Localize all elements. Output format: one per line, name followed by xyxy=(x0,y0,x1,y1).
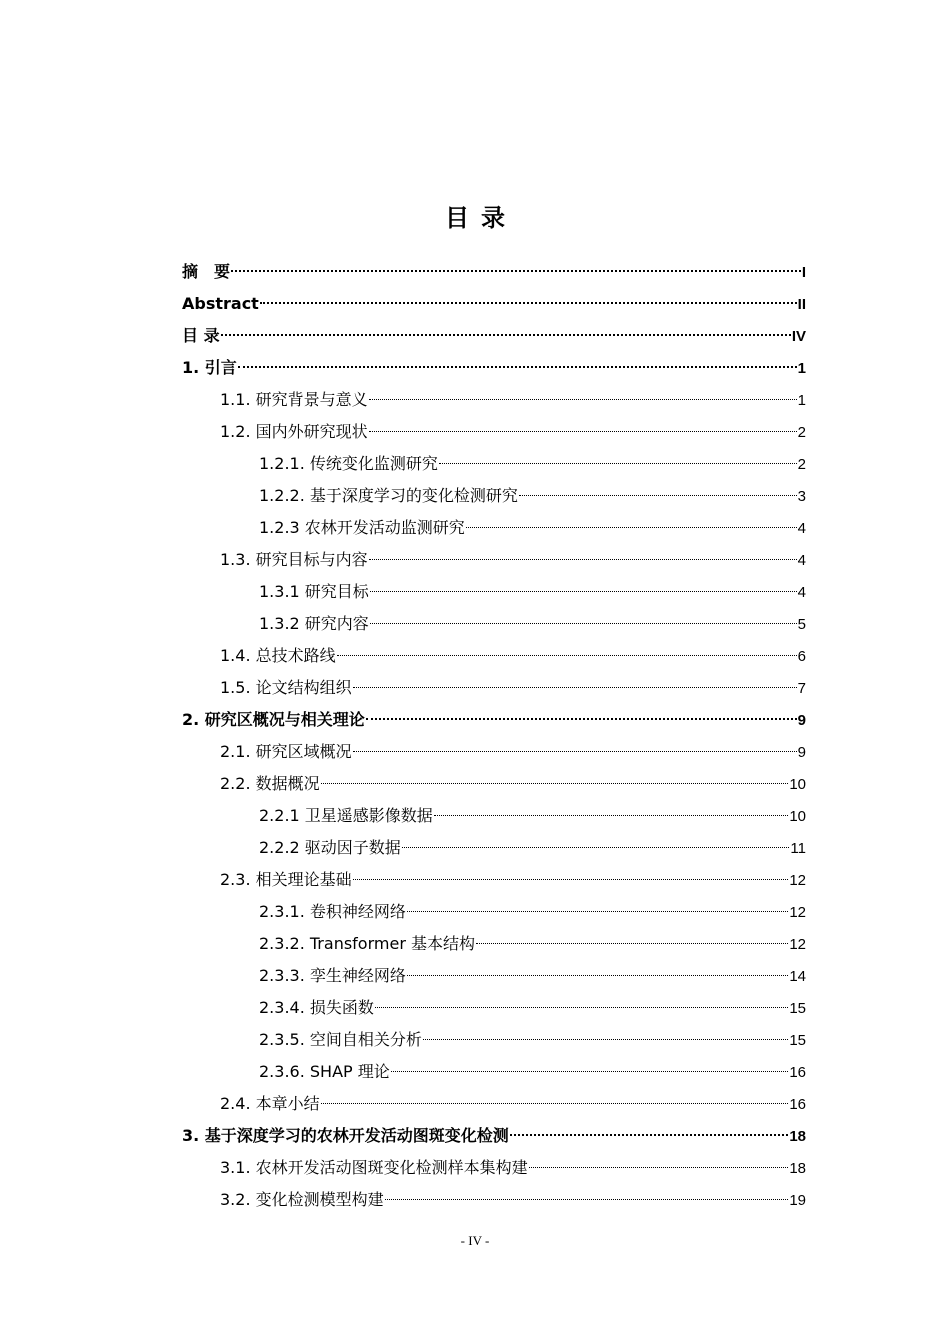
toc-entry-label: 2.4. 本章小结 xyxy=(220,1094,320,1113)
toc-entry-label: 2.3.2. Transformer 基本结构 xyxy=(259,934,475,953)
toc-entry[interactable] xyxy=(182,416,806,448)
dot-leader xyxy=(321,1103,789,1104)
dot-leader xyxy=(434,815,789,816)
page-number-footer: - IV - xyxy=(460,1233,490,1248)
toc-entry-page-number: 15 xyxy=(789,1000,806,1017)
toc-entry[interactable] xyxy=(182,1152,806,1184)
toc-entry[interactable] xyxy=(182,1056,806,1088)
dot-leader xyxy=(369,559,797,560)
toc-entry[interactable] xyxy=(182,576,806,608)
toc-entry-label: 1.2.1. 传统变化监测研究 xyxy=(259,454,438,473)
toc-entry[interactable] xyxy=(182,736,806,768)
toc-entry-label: 2.2.1 卫星遥感影像数据 xyxy=(259,806,433,825)
toc-entry[interactable] xyxy=(182,544,806,576)
toc-entry-label: 2.3.4. 损失函数 xyxy=(259,998,374,1017)
dot-leader xyxy=(510,1134,789,1136)
toc-entry-label: 1.3.1 研究目标 xyxy=(259,582,369,601)
toc-entry-label: 2.3.6. SHAP 理论 xyxy=(259,1062,390,1081)
toc-entry-page-number: 7 xyxy=(797,680,806,697)
toc-entry-page-number: 16 xyxy=(789,1064,806,1081)
dot-leader xyxy=(231,270,801,272)
toc-entry-page-number: II xyxy=(797,296,806,313)
dot-leader xyxy=(260,302,797,304)
toc-entry[interactable] xyxy=(182,640,806,672)
toc-entry-label: 3.2. 变化检测模型构建 xyxy=(220,1190,384,1209)
toc-entry[interactable] xyxy=(182,256,806,288)
toc-entry-page-number: 2 xyxy=(797,424,806,441)
dot-leader xyxy=(238,366,797,368)
toc-entry-page-number: 18 xyxy=(789,1160,806,1177)
toc-entry-label: Abstract xyxy=(182,294,259,313)
toc-entry-label: 1.3.2 研究内容 xyxy=(259,614,369,633)
toc-entry-page-number: 9 xyxy=(797,712,806,729)
toc-entry[interactable] xyxy=(182,928,806,960)
toc-entry-page-number: 15 xyxy=(789,1032,806,1049)
toc-entry[interactable] xyxy=(182,1088,806,1120)
dot-leader xyxy=(369,399,797,400)
toc-entry-page-number: 10 xyxy=(789,776,806,793)
toc-entry-label: 2.3. 相关理论基础 xyxy=(220,870,352,889)
dot-leader xyxy=(337,655,797,656)
toc-entry-label: 1.5. 论文结构组织 xyxy=(220,678,352,697)
toc-entry[interactable] xyxy=(182,320,806,352)
toc-entry-label: 1.2.3 农林开发活动监测研究 xyxy=(259,518,465,537)
toc-entry-page-number: IV xyxy=(791,328,806,345)
toc-entry-page-number: 18 xyxy=(789,1128,806,1145)
toc-entry-label: 2.1. 研究区域概况 xyxy=(220,742,352,761)
toc-entry-page-number: 1 xyxy=(797,392,806,409)
toc-entry[interactable] xyxy=(182,800,806,832)
dot-leader xyxy=(476,943,788,944)
toc-entry[interactable] xyxy=(182,480,806,512)
toc-entry-page-number: 4 xyxy=(797,520,806,537)
toc-entry-page-number: 12 xyxy=(789,904,806,921)
dot-leader xyxy=(439,463,797,464)
dot-leader xyxy=(353,687,797,688)
toc-entry[interactable] xyxy=(182,864,806,896)
dot-leader xyxy=(407,911,788,912)
toc-entry-label: 目 录 xyxy=(182,326,220,345)
toc-entry[interactable] xyxy=(182,1120,806,1152)
toc-entry-label: 2.3.1. 卷积神经网络 xyxy=(259,902,406,921)
dot-leader xyxy=(407,975,788,976)
toc-entry[interactable] xyxy=(182,384,806,416)
table-of-contents xyxy=(182,256,806,1216)
toc-entry[interactable] xyxy=(182,672,806,704)
toc-entry-page-number: 10 xyxy=(789,808,806,825)
toc-entry-label: 3.1. 农林开发活动图斑变化检测样本集构建 xyxy=(220,1158,528,1177)
toc-entry-label: 1.4. 总技术路线 xyxy=(220,646,336,665)
toc-entry-page-number: 4 xyxy=(797,552,806,569)
dot-leader xyxy=(466,527,797,528)
toc-entry-page-number: 4 xyxy=(797,584,806,601)
toc-entry-label: 2.2. 数据概况 xyxy=(220,774,320,793)
dot-leader xyxy=(369,431,797,432)
dot-leader xyxy=(321,783,789,784)
page-title: 目录 xyxy=(445,204,517,232)
dot-leader xyxy=(385,1199,789,1200)
dot-leader xyxy=(402,847,790,848)
toc-entry[interactable] xyxy=(182,512,806,544)
toc-entry-label: 2.2.2 驱动因子数据 xyxy=(259,838,401,857)
dot-leader xyxy=(375,1007,788,1008)
toc-entry-page-number: 2 xyxy=(797,456,806,473)
toc-entry-page-number: 19 xyxy=(789,1192,806,1209)
toc-entry-label: 1.1. 研究背景与意义 xyxy=(220,390,368,409)
dot-leader xyxy=(423,1039,788,1040)
dot-leader xyxy=(353,751,797,752)
dot-leader xyxy=(366,718,797,720)
toc-entry[interactable] xyxy=(182,768,806,800)
toc-entry[interactable] xyxy=(182,1024,806,1056)
toc-entry-page-number: 16 xyxy=(789,1096,806,1113)
toc-entry-page-number: 1 xyxy=(797,360,806,377)
toc-entry-label: 1. 引言 xyxy=(182,358,237,377)
dot-leader xyxy=(529,1167,789,1168)
toc-entry-label: 3. 基于深度学习的农林开发活动图斑变化检测 xyxy=(182,1126,509,1145)
toc-entry-label: 2. 研究区概况与相关理论 xyxy=(182,710,365,729)
toc-entry-page-number: 14 xyxy=(789,968,806,985)
toc-entry[interactable] xyxy=(182,448,806,480)
toc-entry-label: 1.3. 研究目标与内容 xyxy=(220,550,368,569)
toc-entry[interactable] xyxy=(182,1184,806,1216)
toc-entry-label: 1.2. 国内外研究现状 xyxy=(220,422,368,441)
dot-leader xyxy=(221,334,791,336)
toc-entry-label: 1.2.2. 基于深度学习的变化检测研究 xyxy=(259,486,518,505)
toc-entry-page-number: 12 xyxy=(789,872,806,889)
toc-entry-label: 2.3.5. 空间自相关分析 xyxy=(259,1030,422,1049)
toc-entry[interactable] xyxy=(182,704,806,736)
toc-entry[interactable] xyxy=(182,608,806,640)
toc-entry-page-number: 6 xyxy=(797,648,806,665)
dot-leader xyxy=(519,495,797,496)
toc-entry-page-number: 9 xyxy=(797,744,806,761)
toc-entry-page-number: 12 xyxy=(789,936,806,953)
toc-entry-page-number: 3 xyxy=(797,488,806,505)
toc-entry[interactable] xyxy=(182,832,806,864)
toc-entry[interactable] xyxy=(182,992,806,1024)
toc-entry[interactable] xyxy=(182,288,806,320)
toc-entry-page-number: I xyxy=(801,264,806,281)
dot-leader xyxy=(391,1071,789,1072)
toc-entry-page-number: 11 xyxy=(790,840,806,857)
toc-entry[interactable] xyxy=(182,896,806,928)
toc-entry-page-number: 5 xyxy=(797,616,806,633)
toc-entry-label: 2.3.3. 孪生神经网络 xyxy=(259,966,406,985)
toc-entry[interactable] xyxy=(182,960,806,992)
dot-leader xyxy=(370,591,797,592)
toc-entry[interactable] xyxy=(182,352,806,384)
dot-leader xyxy=(353,879,789,880)
dot-leader xyxy=(370,623,797,624)
toc-entry-label: 摘 要 xyxy=(182,262,231,281)
